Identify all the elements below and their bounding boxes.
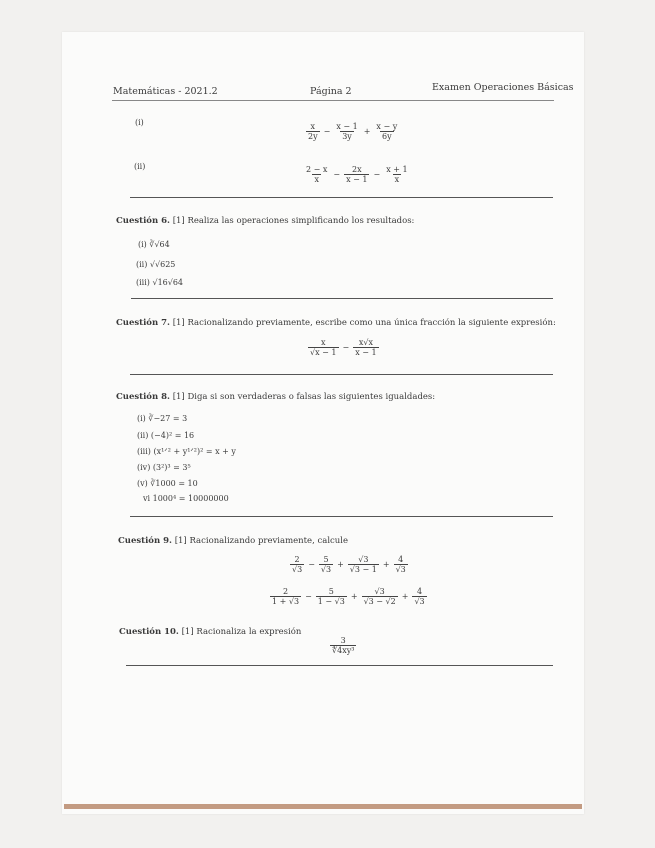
header-rule	[112, 100, 554, 101]
numerator: x	[310, 122, 316, 131]
q8-item-iii	[137, 447, 236, 456]
question-points: [1]	[174, 536, 187, 546]
item-expression: ∛1000 = 10	[150, 479, 198, 488]
question-10-heading	[119, 627, 301, 637]
item-expression: √16√64	[152, 278, 184, 287]
numerator: 2	[294, 555, 300, 564]
exercise-i-expression	[304, 122, 401, 142]
denominator: √3	[395, 565, 406, 575]
fraction	[334, 122, 359, 142]
exam-page	[62, 32, 584, 814]
fraction	[270, 587, 301, 607]
item-label: (iii)	[136, 278, 150, 287]
item-expression: ∛√64	[149, 240, 170, 249]
operator: −	[373, 170, 381, 180]
question-9-heading	[118, 536, 348, 546]
question-7-heading	[116, 318, 556, 328]
numerator: 5	[323, 555, 329, 564]
question-points: [1]	[172, 392, 185, 402]
numerator: x − 1	[336, 122, 358, 131]
item-expression: (3²)³ = 3⁵	[152, 463, 191, 472]
question-text: Racionaliza la expresión	[196, 627, 302, 637]
denominator: x − 1	[346, 175, 368, 185]
denominator: 1 + √3	[272, 597, 300, 607]
operator: +	[337, 560, 344, 570]
fraction	[290, 555, 304, 575]
question-points: [1]	[181, 627, 194, 637]
operator: +	[401, 592, 409, 602]
item-expression: (x¹ᐟ² + y¹ᐟ²)² = x + y	[153, 447, 236, 456]
fraction	[374, 122, 399, 142]
operator: −	[342, 343, 350, 353]
denominator: 1 − √3	[317, 597, 345, 607]
item-label: vi	[143, 494, 151, 503]
denominator: 6y	[382, 132, 392, 142]
denominator: √x − 1	[310, 348, 337, 358]
item-label: (v)	[137, 479, 148, 488]
question-text: Racionalizando previamente, escribe como una única fracción la siguiente expresión:	[187, 318, 556, 328]
question-text: Racionalizando previamente, calcule	[189, 536, 349, 546]
numerator: 4	[416, 587, 423, 596]
denominator: x	[314, 175, 319, 185]
denominator: 3y	[342, 132, 352, 142]
question-number: Cuestión 6.	[116, 216, 170, 226]
fraction	[348, 555, 379, 575]
fraction	[316, 587, 347, 607]
operator: +	[382, 560, 390, 570]
numerator: √3	[358, 555, 369, 564]
operator: +	[363, 127, 371, 137]
fraction	[308, 338, 339, 358]
exercise-i-label: (i)	[135, 118, 144, 127]
question-6-heading	[116, 216, 414, 226]
q8-item-i	[137, 414, 187, 423]
fraction	[412, 587, 426, 607]
section-divider	[130, 374, 553, 375]
header-page-number: Página 2	[310, 86, 352, 97]
item-expression: (−4)² = 16	[150, 431, 195, 440]
numerator: 4	[398, 555, 404, 564]
item-label: (ii)	[137, 431, 149, 440]
q8-item-ii	[137, 431, 194, 440]
question-points: [1]	[172, 216, 185, 226]
numerator: 3	[340, 636, 346, 645]
header-course: Matemáticas - 2021.2	[113, 86, 218, 97]
fraction	[394, 555, 408, 575]
fraction	[319, 555, 333, 575]
section-divider	[126, 665, 553, 666]
denominator: √3	[414, 597, 425, 607]
section-divider	[131, 298, 553, 299]
operator: −	[333, 170, 341, 180]
numerator: 5	[328, 587, 334, 596]
question-text: Realiza las operaciones simplificando los resultados:	[187, 216, 415, 226]
q9-expression-1	[288, 555, 410, 575]
fraction	[344, 165, 369, 185]
question-number: Cuestión 8.	[116, 392, 170, 402]
fraction	[330, 636, 356, 656]
item-expression: 1000⁴ = 10000000	[152, 494, 229, 503]
q9-expression-2	[268, 587, 429, 607]
operator: −	[305, 592, 312, 602]
q8-item-v	[137, 479, 198, 488]
operator: +	[350, 592, 358, 602]
section-divider	[130, 197, 553, 198]
fraction	[384, 165, 409, 185]
denominator: 2y	[308, 132, 318, 142]
question-8-heading	[116, 392, 435, 402]
operator: −	[323, 127, 331, 137]
fraction	[353, 338, 378, 358]
denominator: √3	[320, 565, 332, 575]
numerator: √3	[374, 587, 385, 596]
numerator: 2x	[351, 165, 362, 174]
header-exam-title: Examen Operaciones Básicas	[432, 82, 574, 93]
q7-expression	[306, 338, 381, 358]
q8-item-vi	[143, 494, 229, 503]
item-label: (i)	[138, 240, 147, 249]
denominator: √3 − √2	[363, 597, 396, 607]
exercise-ii-label: (ii)	[134, 162, 146, 171]
question-text: Diga si son verdaderas o falsas las siguientes igualdades:	[187, 392, 436, 402]
q8-item-iv	[137, 463, 191, 472]
exercise-ii-expression	[302, 165, 412, 185]
q6-item-iii	[136, 278, 183, 287]
numerator: x + 1	[386, 165, 408, 174]
numerator: 2	[282, 587, 289, 596]
section-divider	[130, 516, 553, 517]
denominator: ∜4xy³	[332, 646, 355, 656]
question-number: Cuestión 9.	[118, 536, 172, 546]
numerator: x − y	[376, 122, 398, 131]
q6-item-i	[138, 240, 170, 249]
page-edge	[64, 804, 582, 809]
item-label: (iii)	[137, 447, 151, 456]
question-points: [1]	[172, 318, 185, 328]
fraction	[306, 122, 320, 142]
q10-expression	[328, 636, 358, 656]
q6-item-ii	[136, 260, 175, 269]
item-expression: √√625	[149, 260, 176, 269]
question-number: Cuestión 7.	[116, 318, 170, 328]
item-label: (iv)	[137, 463, 151, 472]
denominator: x	[394, 175, 400, 185]
denominator: x − 1	[355, 348, 377, 358]
numerator: x	[320, 338, 326, 347]
item-expression: ∛−27 = 3	[148, 414, 188, 423]
numerator: 2 − x	[306, 165, 328, 174]
item-label: (ii)	[136, 260, 148, 269]
numerator: x√x	[358, 338, 373, 347]
item-label: (i)	[137, 414, 146, 423]
question-number: Cuestión 10.	[119, 627, 179, 637]
fraction	[362, 587, 398, 607]
fraction	[304, 165, 329, 185]
denominator: √3	[292, 565, 303, 575]
denominator: √3 − 1	[349, 565, 377, 575]
operator: −	[308, 560, 315, 570]
